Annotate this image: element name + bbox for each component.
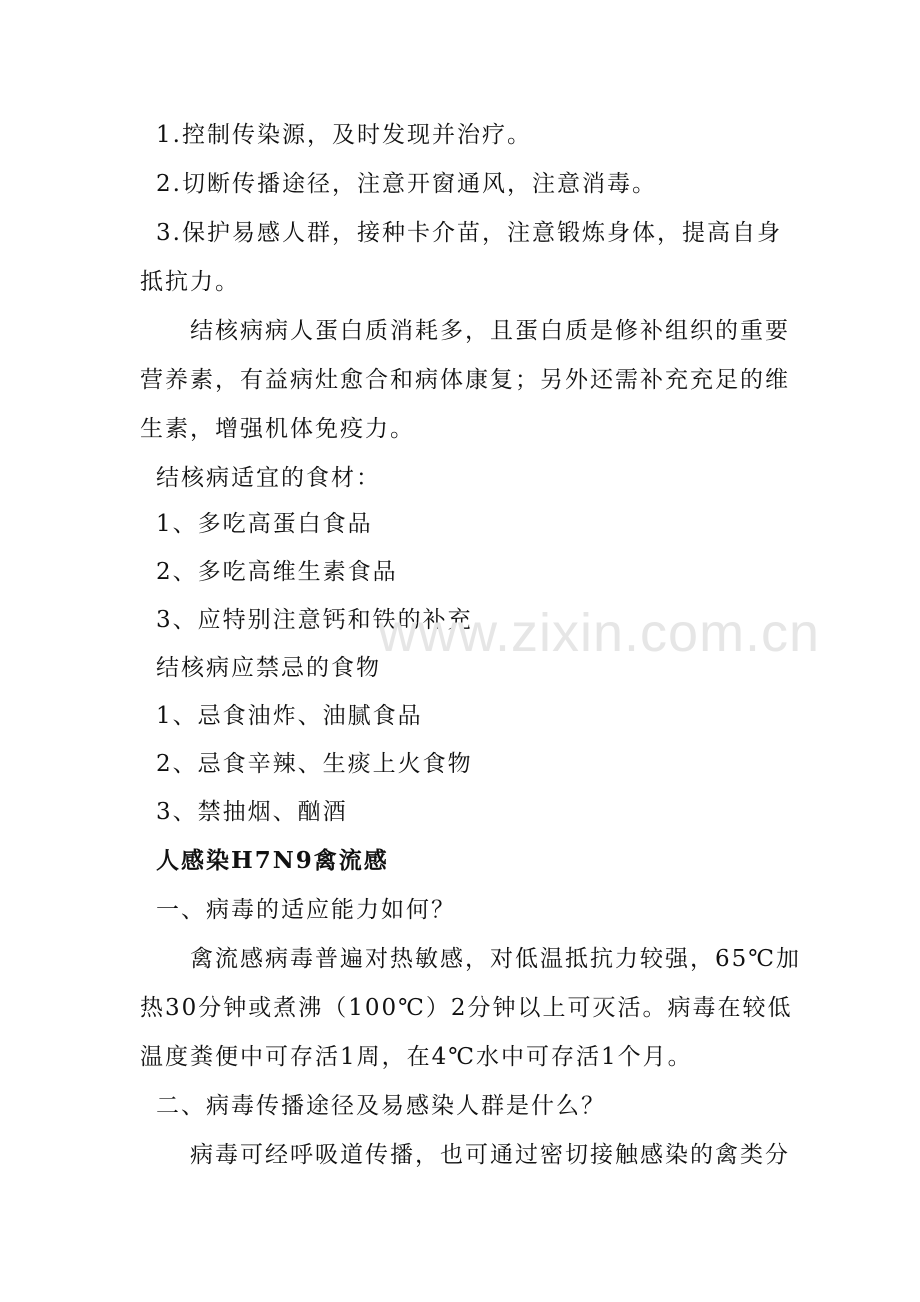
paragraph-first-line: 病毒可经呼吸道传播，也可通过密切接触感染的禽类分 (190, 1142, 790, 1168)
paragraph-first-line: 结核病病人蛋白质消耗多，且蛋白质是修补组织的重要 (190, 318, 790, 344)
list-item: 3、应特别注意钙和铁的补充 (156, 607, 473, 633)
list-item: 3、禁抽烟、酗酒 (156, 799, 348, 825)
text-line: 抵抗力。 (140, 269, 240, 295)
list-item: 1、多吃高蛋白食品 (156, 511, 373, 537)
text-line: 1.控制传染源，及时发现并治疗。 (156, 122, 532, 148)
text-line: 生素，增强机体免疫力。 (140, 416, 415, 442)
text-line: 3.保护易感人群，接种卡介苗，注意锻炼身体，提高自身 (156, 220, 782, 246)
paragraph-first-line: 禽流感病毒普遍对热敏感，对低温抵抗力较强，65℃加 (190, 946, 801, 972)
list-item: 1、忌食油炸、油腻食品 (156, 703, 423, 729)
text-line: 温度粪便中可存活1周，在4℃水中可存活1个月。 (140, 1044, 693, 1070)
watermark: www.zixin.com.cn (378, 603, 821, 663)
text-line: 2.切断传播途径，注意开窗通风，注意消毒。 (156, 171, 657, 197)
question-heading: 一、病毒的适应能力如何？ (156, 897, 456, 923)
text-line: 热30分钟或煮沸（100℃）2分钟以上可灭活。病毒在较低 (140, 995, 793, 1021)
list-item: 2、忌食辛辣、生痰上火食物 (156, 751, 473, 777)
article-title: 人感染H7N9禽流感 (156, 847, 389, 874)
question-heading: 二、病毒传播途径及易感染人群是什么？ (156, 1093, 606, 1119)
text-line: 营养素，有益病灶愈合和病体康复；另外还需补充充足的维 (140, 367, 790, 393)
section-heading: 结核病适宜的食材： (156, 465, 381, 491)
list-item: 2、多吃高维生素食品 (156, 559, 398, 585)
section-heading: 结核病应禁忌的食物 (156, 655, 381, 681)
